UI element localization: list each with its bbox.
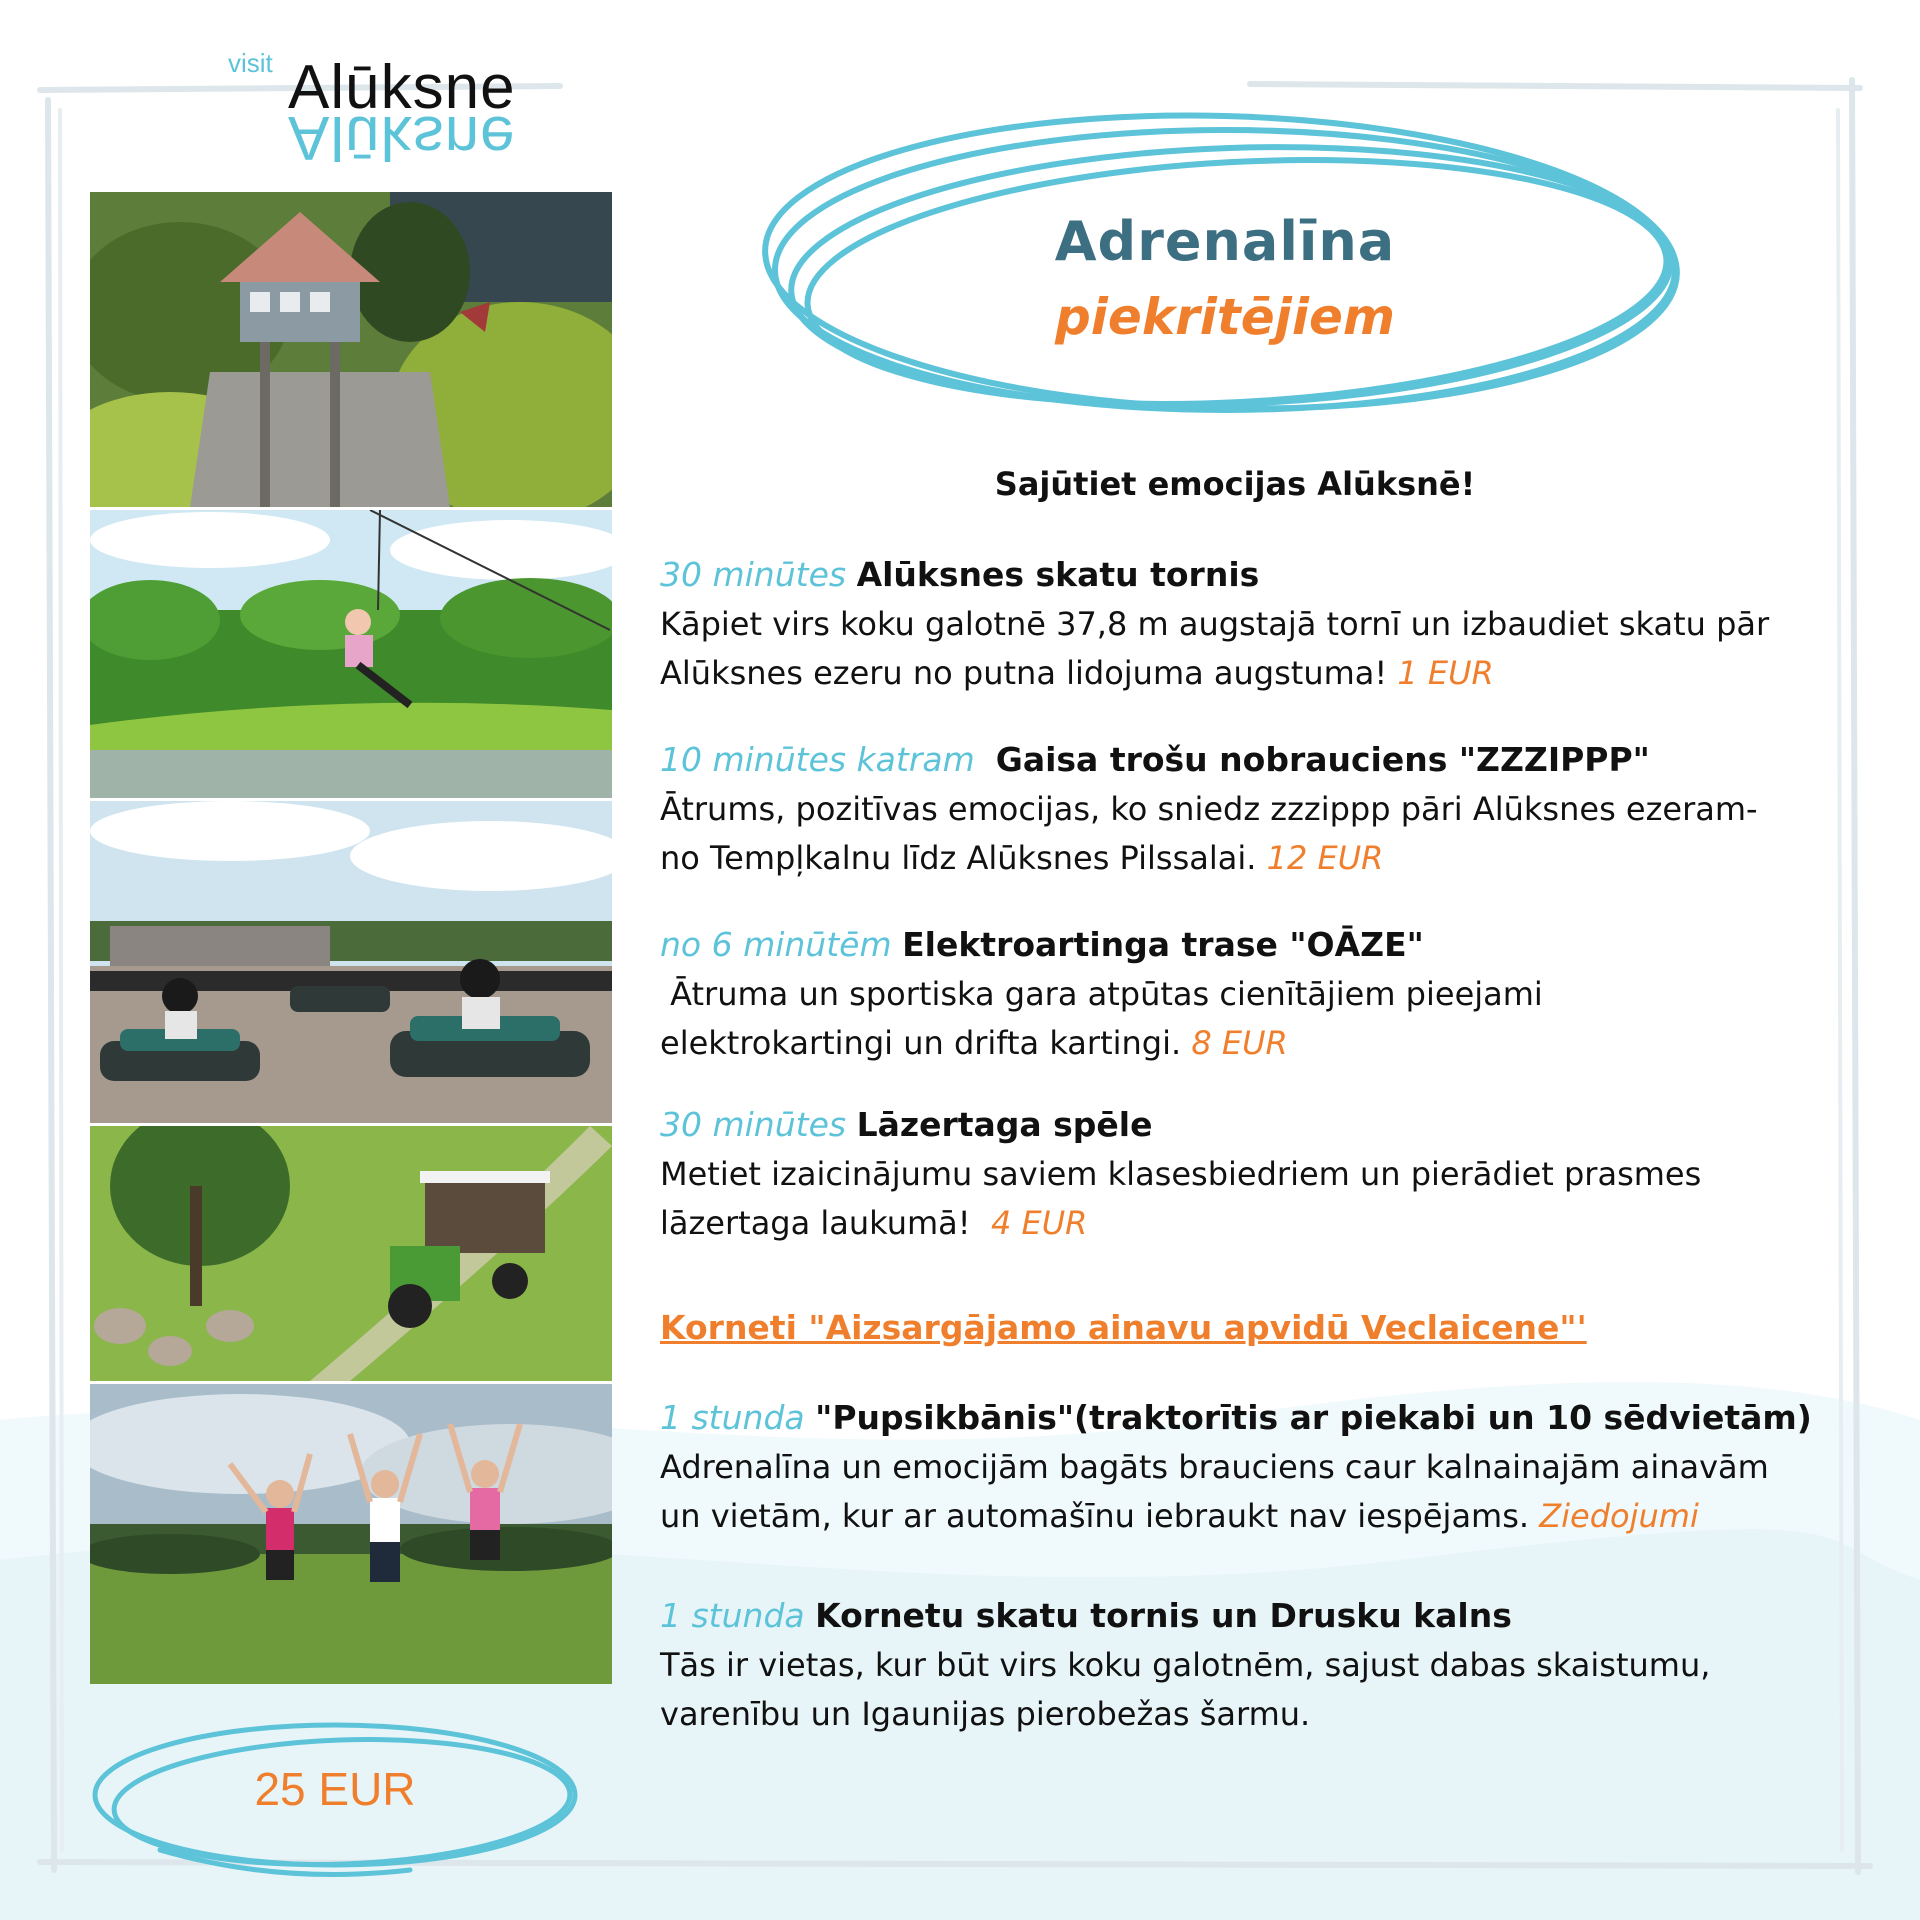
activity-item — [660, 1591, 1830, 1739]
observation-tower-photo — [90, 192, 612, 507]
veclaicene-section-link[interactable]: Korneti "Aizsargājamo ainavu apvidū Veclaicene"' — [660, 1308, 1587, 1347]
jumping-girls-photo — [90, 1384, 612, 1684]
activity-desc: Tās ir vietas, kur būt virs koku galotnēm, sajust dabas skaistumu, — [660, 1646, 1711, 1684]
activity-desc: Kāpiet virs koku galotnē 37,8 m augstajā tornī un izbaudiet skatu pār — [660, 605, 1770, 643]
zipline-photo — [90, 510, 612, 798]
activity-item — [660, 1100, 1830, 1248]
activity-name: Kornetu skatu tornis un Drusku kalns — [815, 1596, 1512, 1635]
title-block — [745, 100, 1705, 440]
total-price: 25 EUR — [254, 1763, 416, 1815]
tractor-trailer-photo — [90, 1126, 612, 1381]
activity-name: Gaisa trošu nobrauciens "ZZZIPPP" — [995, 740, 1650, 779]
activity-duration: no 6 minūtēm — [660, 925, 892, 964]
activity-desc: no Tempļkalnu līdz Alūksnes Pilssalai. — [660, 839, 1257, 877]
activity-name: Elektroartinga trase "OĀZE" — [902, 925, 1424, 964]
activity-item — [660, 1393, 1830, 1541]
activity-duration: 10 minūtes katram — [660, 740, 975, 779]
logo-name-text: Alūksne — [288, 53, 516, 122]
activity-desc: Ātrums, pozitīvas emocijas, ko sniedz zzzippp pāri Alūksnes ezeram- — [660, 790, 1758, 828]
activity-price: 12 EUR — [1266, 839, 1384, 877]
activity-desc: Alūksnes ezeru no putna lidojuma augstuma! — [660, 654, 1388, 692]
activity-price: 1 EUR — [1397, 654, 1494, 692]
activity-item — [660, 550, 1830, 698]
total-price-badge — [80, 1710, 590, 1880]
title-line-2: piekritējiem — [1055, 288, 1395, 346]
activity-item — [660, 920, 1830, 1068]
photo-column — [90, 192, 612, 1684]
tagline: Sajūtiet emocijas Alūksnē! — [994, 465, 1476, 503]
activity-duration: 1 stunda — [660, 1596, 805, 1635]
activity-name: Alūksnes skatu tornis — [856, 555, 1260, 594]
title-line-1: Adrenalīna — [1054, 210, 1396, 273]
activity-price: Ziedojumi — [1539, 1497, 1699, 1535]
activity-name: Lāzertaga spēle — [856, 1105, 1153, 1144]
logo-mirror-text: Alūksne — [288, 103, 516, 172]
activity-desc: lāzertaga laukumā! — [660, 1204, 971, 1242]
karting-photo — [90, 801, 612, 1123]
activity-desc: varenību un Igaunijas pierobežas šarmu. — [660, 1695, 1311, 1733]
activity-desc: un vietām, kur ar automašīnu iebraukt nav iespējams. — [660, 1497, 1530, 1535]
activity-item — [660, 735, 1830, 883]
brand-logo — [228, 40, 528, 170]
activity-desc: Ātruma un sportiska gara atpūtas cienītājiem pieejami — [670, 975, 1543, 1013]
activity-desc: Metiet izaicinājumu saviem klasesbiedriem un pierādiet prasmes — [660, 1155, 1702, 1193]
activity-duration: 30 minūtes — [660, 555, 847, 594]
activity-name: "Pupsikbānis"(traktorītis ar piekabi un 10 sēdvietām) — [815, 1398, 1812, 1437]
activity-duration: 30 minūtes — [660, 1105, 847, 1144]
activity-desc: elektrokartingi un drifta kartingi. — [660, 1024, 1182, 1062]
activity-price: 8 EUR — [1191, 1024, 1288, 1062]
logo-visit-text: visit — [228, 48, 273, 78]
activity-price: 4 EUR — [990, 1204, 1088, 1242]
activity-duration: 1 stunda — [660, 1398, 805, 1437]
activity-desc: Adrenalīna un emocijām bagāts brauciens caur kalnainajām ainavām — [660, 1448, 1769, 1486]
